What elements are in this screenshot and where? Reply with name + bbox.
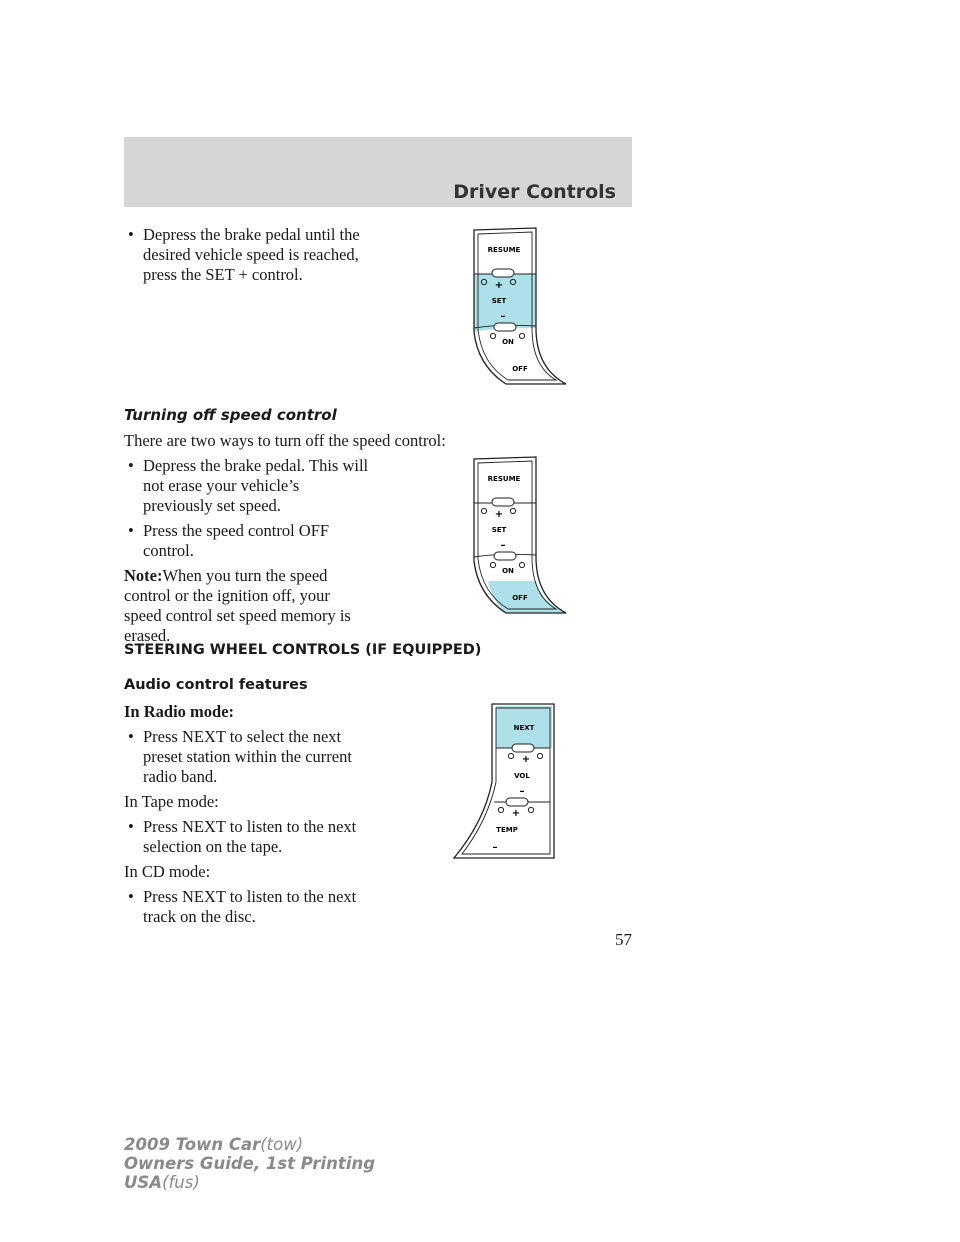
footer-market-code: (fus) [162, 1173, 200, 1192]
radio-mode-label: In Radio mode: [124, 702, 235, 721]
page-number: 57 [615, 930, 632, 949]
header-band [124, 137, 632, 207]
on-label: ON [502, 567, 514, 575]
minus-label: – [492, 842, 498, 853]
resume-label: RESUME [487, 246, 521, 254]
speed-control-diagram-set [460, 226, 570, 386]
section-title: Driver Controls [453, 181, 616, 203]
footer-guide: Owners Guide, 1st Printing [124, 1154, 376, 1173]
intro-bullet-line: press the SET + control. [143, 265, 303, 284]
footer-line-market [124, 1173, 375, 1192]
cd-bullet-line: Press NEXT to listen to the next [143, 887, 357, 906]
audio-control-diagram [450, 702, 560, 862]
bullet-dot: • [128, 727, 134, 746]
plus-label: + [494, 509, 504, 520]
note-line [124, 566, 327, 586]
radio-bullet-line: preset station within the current [143, 747, 352, 766]
on-label: ON [502, 338, 514, 346]
off-label: OFF [512, 594, 528, 602]
radio-bullet-line: Press NEXT to select the next [143, 727, 342, 746]
turning-off-bullet2-line: control. [143, 541, 194, 560]
cd-bullet-line: track on the disc. [143, 907, 256, 926]
minus-label: – [500, 540, 506, 551]
plus-label: + [521, 754, 531, 765]
set-label: SET [491, 526, 507, 534]
note-line: erased. [124, 626, 171, 645]
tape-bullet-line: selection on the tape. [143, 837, 283, 856]
tape-mode-label: In Tape mode: [124, 792, 219, 811]
bullet-dot: • [128, 887, 134, 906]
bullet-dot: • [128, 817, 134, 836]
temp-label: TEMP [496, 826, 518, 834]
turning-off-bullet1-line: not erase your vehicle’s [143, 476, 300, 495]
note-line: control or the ignition off, your [124, 586, 330, 605]
note-line: speed control set speed memory is [124, 606, 351, 625]
plus-label: + [511, 808, 521, 819]
turning-off-intro: There are two ways to turn off the speed control: [124, 431, 446, 450]
vol-label: VOL [514, 772, 530, 780]
note-text: When you turn the speed [162, 566, 328, 585]
audio-subheading: Audio control features [124, 677, 308, 693]
footer-line-guide [124, 1154, 375, 1173]
turning-off-bullet1-line: Depress the brake pedal. This will [143, 456, 369, 475]
set-label: SET [491, 297, 507, 305]
bullet-dot: • [128, 521, 134, 540]
footer-model-code: (tow) [260, 1135, 304, 1154]
bullet-dot: • [128, 456, 134, 475]
plus-label: + [494, 280, 504, 291]
turning-off-heading: Turning off speed control [124, 406, 337, 424]
minus-label: – [519, 786, 525, 797]
turning-off-bullet2-line: Press the speed control OFF [143, 521, 330, 540]
footer-model: 2009 Town Car [124, 1135, 261, 1154]
resume-label: RESUME [487, 475, 521, 483]
footer-line-model [124, 1135, 375, 1154]
bullet-dot: • [128, 225, 134, 244]
cd-mode-label: In CD mode: [124, 862, 211, 881]
intro-bullet-line: Depress the brake pedal until the [143, 225, 360, 244]
note-label: Note: [124, 566, 163, 585]
intro-bullet-line: desired vehicle speed is reached, [143, 245, 359, 264]
speed-control-diagram-off [460, 455, 570, 615]
tape-bullet-line: Press NEXT to listen to the next [143, 817, 357, 836]
radio-bullet-line: radio band. [143, 767, 218, 786]
steering-heading: STEERING WHEEL CONTROLS (IF EQUIPPED) [124, 642, 482, 658]
off-label: OFF [512, 365, 528, 373]
footer-market: USA [124, 1173, 163, 1192]
next-label: NEXT [513, 724, 535, 732]
footer [124, 1135, 375, 1192]
turning-off-bullet1-line: previously set speed. [143, 496, 281, 515]
minus-label: – [500, 311, 506, 322]
